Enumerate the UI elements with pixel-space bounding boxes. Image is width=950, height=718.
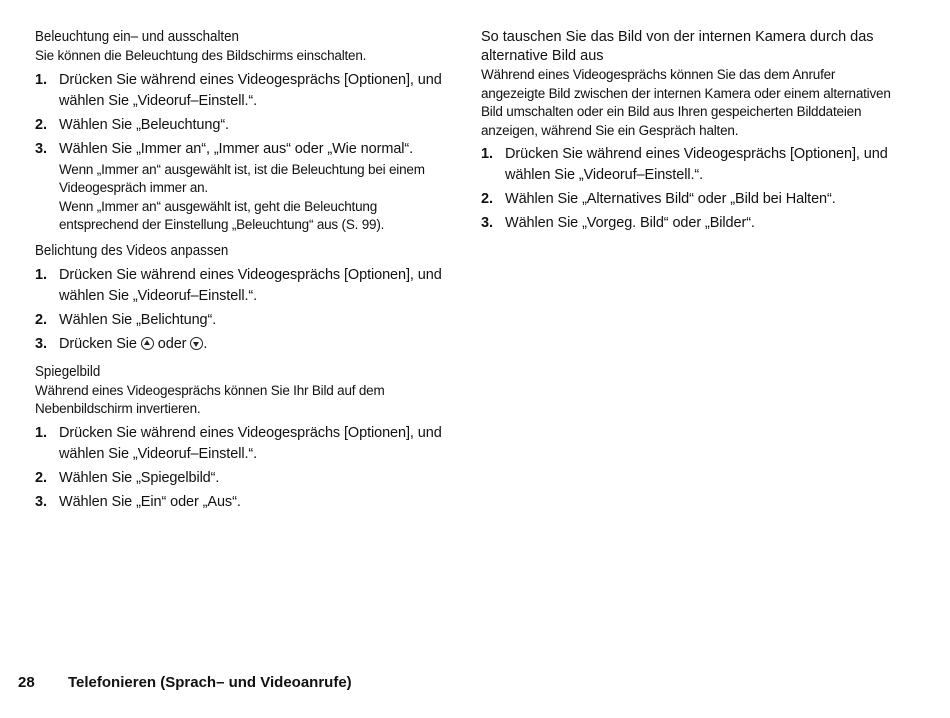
page-number: 28	[18, 674, 35, 691]
step-item	[35, 265, 445, 307]
chapter-title: Telefonieren (Sprach– und Videoanrufe)	[68, 674, 352, 691]
step-item	[481, 213, 901, 234]
step-number: 2.	[35, 116, 47, 133]
step-number: 1.	[481, 146, 493, 162]
step-note: Wenn „Immer an“ ausgewählt ist, ist die Beleuchtung bei einem Videogespräch immer an.	[59, 161, 425, 195]
step-text: Wählen Sie „Immer an“, „Immer aus“ oder „Wie normal“.	[59, 140, 414, 157]
step-list	[35, 265, 445, 355]
step-item	[35, 115, 445, 136]
section-heading: So tauschen Sie das Bild von der internen Kamera durch das alternative Bild aus	[481, 29, 874, 64]
step-item	[35, 310, 445, 331]
step-number: 3.	[35, 335, 47, 352]
step-note: Wenn „Immer an“ ausgewählt ist, geht die Beleuchtung entsprechend der Einstellung „Beleuchtung“ aus (S. 99).	[59, 198, 385, 232]
step-number: 1.	[35, 266, 47, 283]
step-number: 3.	[481, 215, 493, 231]
nav-up-icon	[141, 337, 154, 350]
left-column	[35, 28, 445, 521]
section-mirror	[35, 363, 445, 513]
step-text: Drücken Sie während eines Videogesprächs [Optionen], und wählen Sie „Videoruf–Einstell.“.	[505, 146, 888, 183]
step-text-mid: oder	[157, 335, 187, 352]
section-intro: Während eines Videogesprächs können Sie Ihr Bild auf dem Nebenbildschirm invertieren.	[35, 382, 385, 416]
section-heading: Beleuchtung ein– und ausschalten	[35, 29, 239, 45]
step-text-pre: Drücken Sie	[59, 335, 137, 352]
section-heading: Spiegelbild	[35, 363, 101, 380]
step-item	[35, 492, 445, 513]
nav-down-icon	[190, 337, 203, 350]
step-item	[35, 468, 445, 489]
section-intro: Sie können die Beleuchtung des Bildschirms einschalten.	[35, 48, 367, 63]
section-heading: Belichtung des Videos anpassen	[35, 242, 229, 259]
step-item	[35, 334, 445, 355]
step-number: 2.	[35, 469, 47, 486]
step-text: Drücken Sie während eines Videogesprächs [Optionen], und wählen Sie „Videoruf–Einstell.“.	[59, 71, 442, 109]
step-number: 1.	[35, 71, 47, 88]
step-list	[35, 423, 445, 513]
page-footer	[18, 674, 352, 691]
step-text: Wählen Sie „Alternatives Bild“ oder „Bild bei Halten“.	[505, 191, 836, 207]
step-item	[481, 144, 901, 186]
step-number: 3.	[35, 140, 47, 157]
step-text: Drücken Sie während eines Videogesprächs [Optionen], und wählen Sie „Videoruf–Einstell.“.	[59, 266, 442, 304]
section-backlight	[35, 28, 445, 234]
step-list	[481, 144, 901, 234]
step-item	[35, 139, 445, 234]
step-text: Wählen Sie „Ein“ oder „Aus“.	[59, 493, 241, 510]
section-intro: Während eines Videogesprächs können Sie das dem Anrufer angezeigte Bild zwischen der internen Kamera oder einem alternativen Bild umschalten oder ein Bild aus Ihren gespeicherten Bilddateien anzeigen, während Sie ein Gespräch halten.	[481, 67, 891, 138]
section-exposure	[35, 242, 445, 355]
step-list	[35, 70, 445, 234]
step-number: 1.	[35, 424, 47, 441]
step-text: Wählen Sie „Belichtung“.	[59, 311, 217, 328]
step-number: 2.	[481, 191, 493, 207]
step-number: 2.	[35, 311, 47, 328]
step-text: Drücken Sie während eines Videogesprächs [Optionen], und wählen Sie „Videoruf–Einstell.“.	[59, 424, 442, 462]
step-text: Wählen Sie „Spiegelbild“.	[59, 469, 220, 486]
section-alternative-image	[481, 28, 901, 234]
step-text-post: .	[203, 335, 208, 352]
step-item	[35, 70, 445, 112]
step-number: 3.	[35, 493, 47, 510]
step-item	[481, 189, 901, 210]
step-text: Wählen Sie „Beleuchtung“.	[59, 116, 229, 133]
right-column	[481, 28, 901, 242]
step-item	[35, 423, 445, 465]
step-text: Wählen Sie „Vorgeg. Bild“ oder „Bilder“.	[505, 215, 755, 231]
